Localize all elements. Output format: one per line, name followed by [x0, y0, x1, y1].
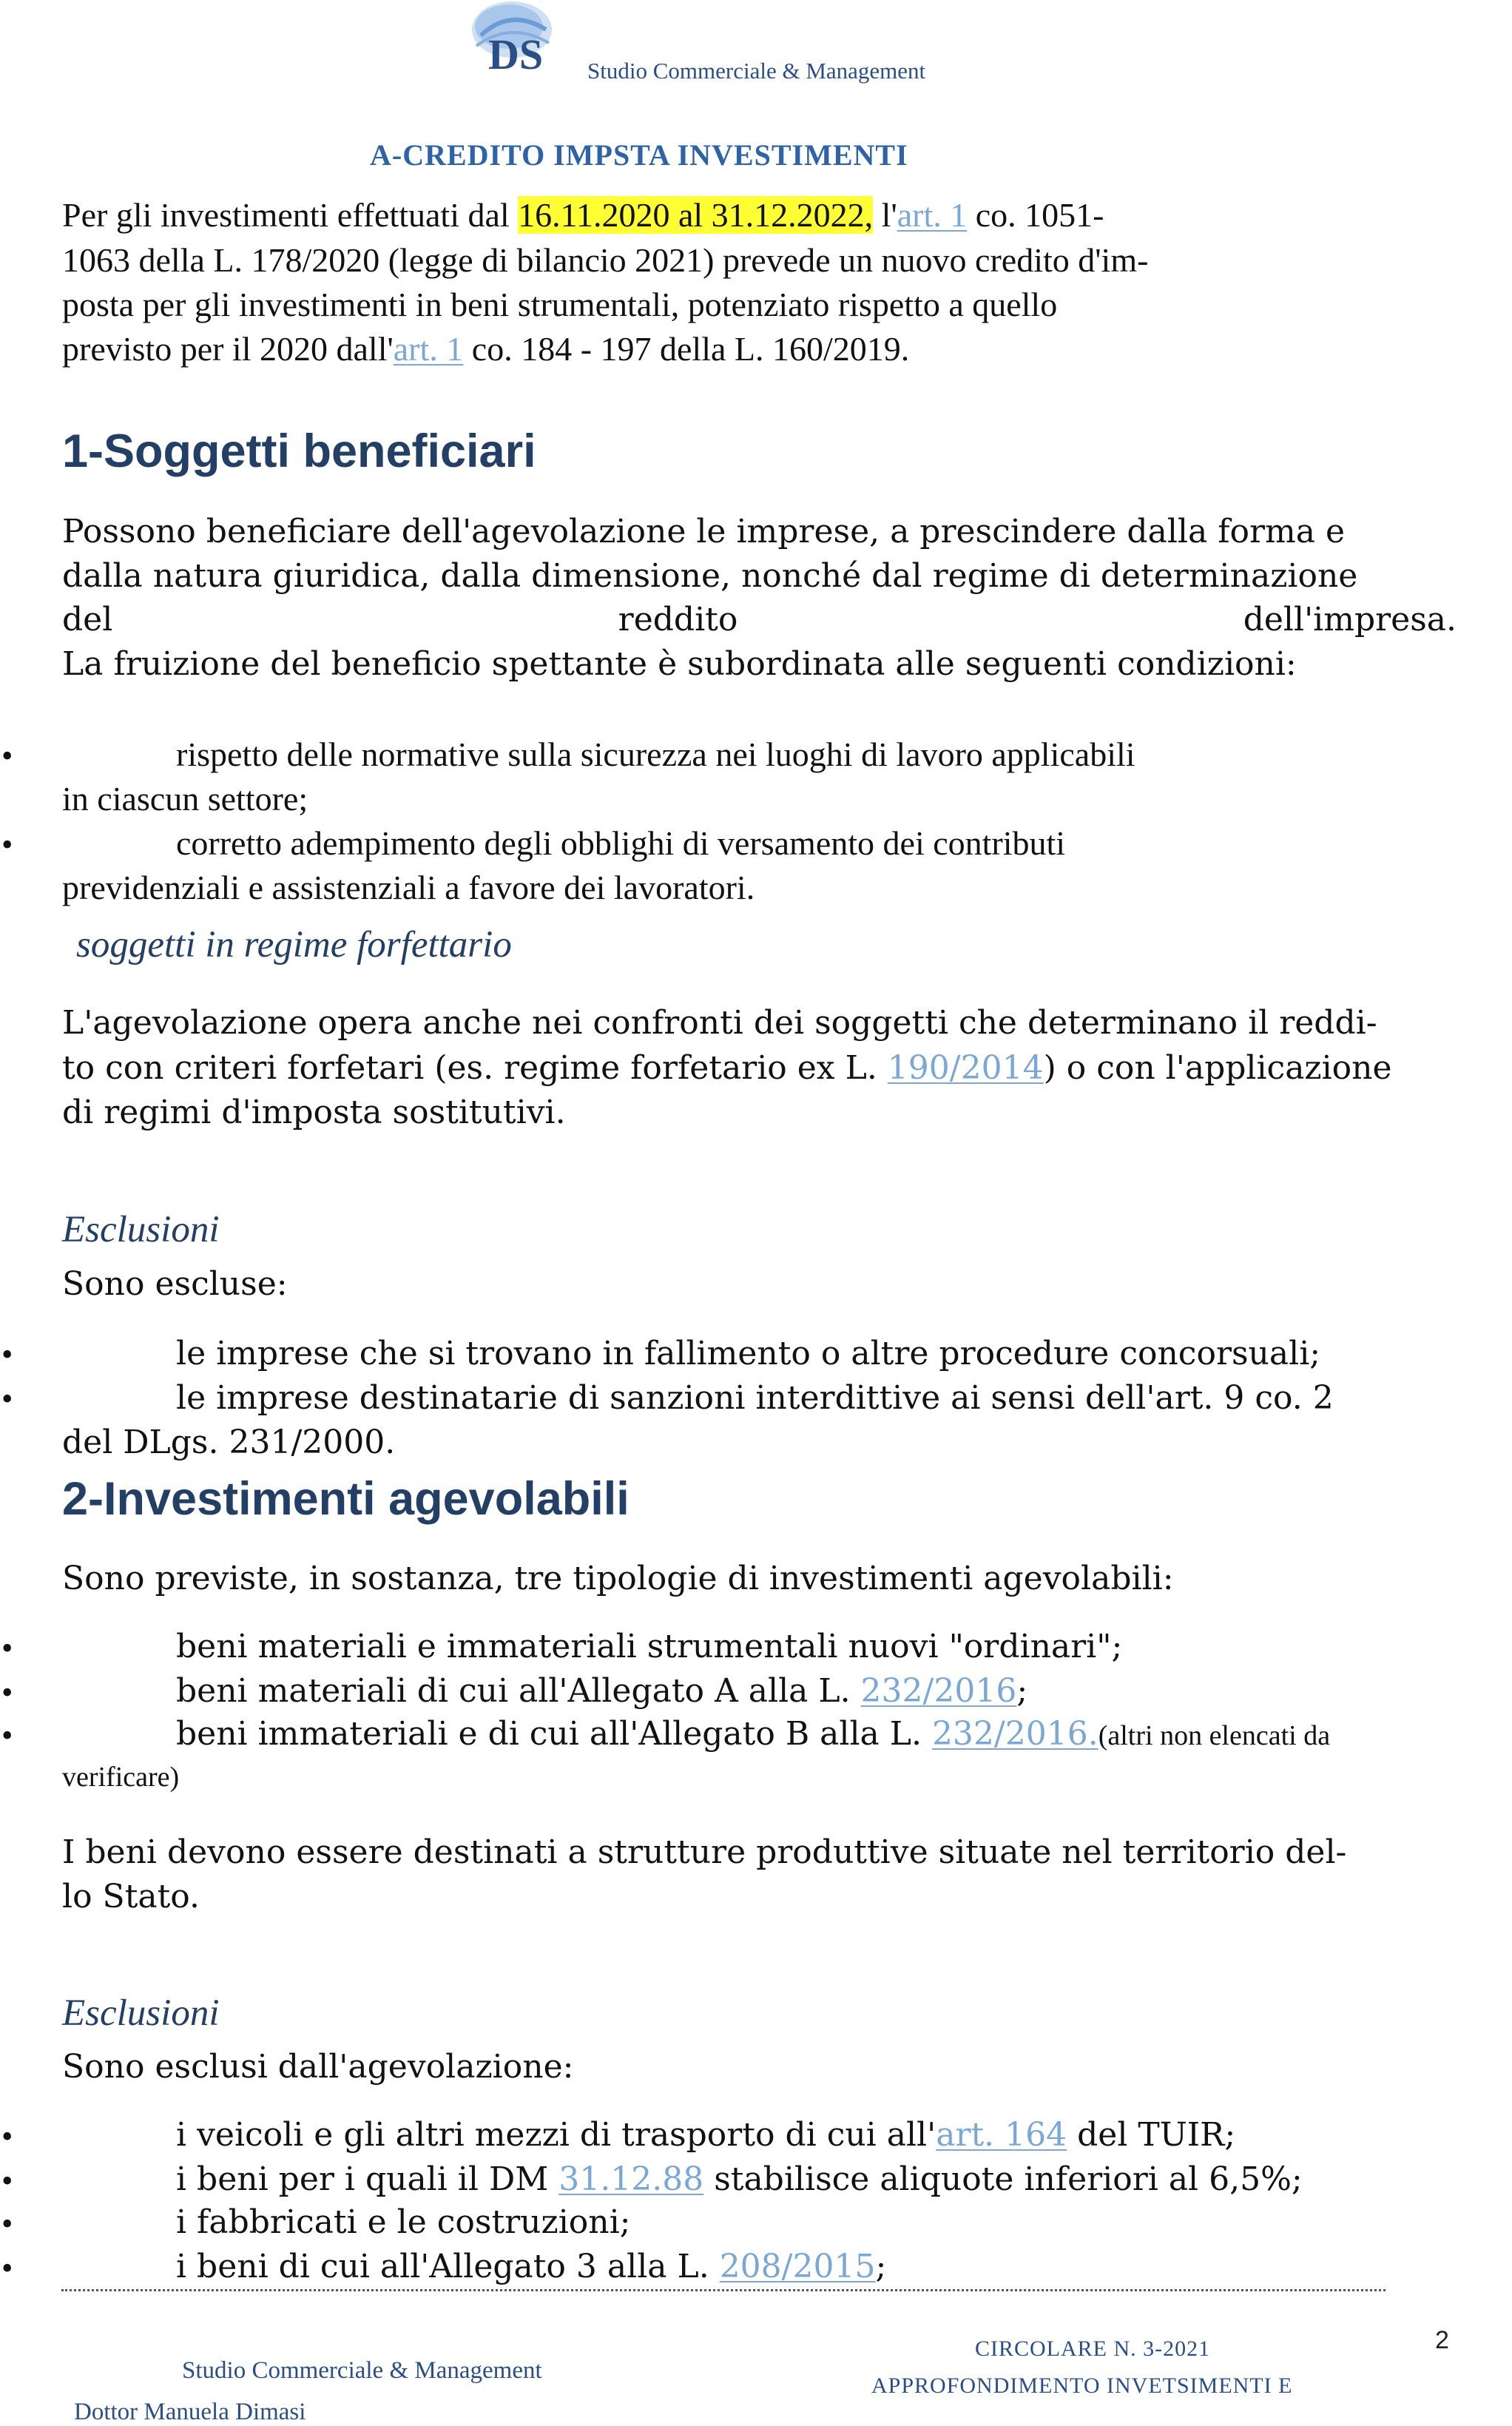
word: del — [62, 601, 113, 638]
document-title: A-CREDITO IMPSTA INVESTIMENTI — [370, 138, 908, 172]
bullet: • — [1, 2163, 13, 2199]
text: ; — [1016, 1672, 1028, 1710]
note-text-cont: verificare) — [62, 1762, 180, 1793]
justified-line — [62, 601, 1457, 638]
note-text: (altri non elencati da — [1098, 1720, 1331, 1751]
bullet: • — [1, 826, 13, 863]
text: to con criteri forfetari (es. regime forfetario ex L. — [62, 1049, 888, 1087]
intro-text: l' — [873, 196, 897, 234]
exclusion-item — [176, 2248, 886, 2285]
footer-circular: CIRCOLARE N. 3-2021 — [975, 2336, 1211, 2361]
bullet: • — [1, 1336, 13, 1372]
dm-31-12-88-link[interactable]: 31.12.88 — [558, 2160, 704, 2198]
paragraph-line: I beni devono essere destinati a strutture produttive situate nel territorio del- — [62, 1833, 1347, 1871]
text: stabilisce aliquote inferiori al 6,5%; — [703, 2160, 1303, 2198]
section-1-heading: 1-Soggetti beneficiari — [62, 425, 536, 477]
bullet: • — [1, 1630, 13, 1666]
bullet: • — [1, 1381, 13, 1417]
investment-item — [176, 1672, 1027, 1710]
exclusion-item: le imprese destinatarie di sanzioni interdittive ai sensi dell'art. 9 co. 2 — [176, 1379, 1334, 1417]
intro-text: previsto per il 2020 dall' — [62, 330, 394, 368]
word: reddito — [618, 601, 738, 638]
law-190-2014-link[interactable]: 190/2014 — [887, 1049, 1044, 1087]
paragraph-line: lo Stato. — [62, 1878, 200, 1915]
text: beni materiali di cui all'Allegato A alla L. — [176, 1672, 861, 1710]
exclusion-item — [176, 2116, 1235, 2154]
art-1-link[interactable]: art. 1 — [393, 330, 464, 368]
paragraph-line: Sono escluse: — [62, 1265, 288, 1303]
text: ; — [875, 2248, 887, 2285]
intro-text: co. 184 - 197 della L. 160/2019. — [463, 330, 910, 368]
intro-line-1 — [62, 195, 1104, 235]
paragraph-line — [62, 1049, 1392, 1087]
text: beni immateriali e di cui all'Allegato B alla L. — [176, 1715, 932, 1753]
investment-item: beni materiali e immateriali strumentali nuovi "ordinari"; — [176, 1628, 1123, 1665]
intro-line-3: posta per gli investimenti in beni strumentali, potenziato rispetto a quello — [62, 286, 1058, 323]
intro-line-4 — [62, 329, 909, 368]
text: ) o con l'applicazione — [1043, 1049, 1392, 1087]
footer-subject: APPROFONDIMENTO INVETSIMENTI E — [871, 2373, 1293, 2398]
art-1-link[interactable]: art. 1 — [897, 196, 968, 234]
intro-line-2: 1063 della L. 178/2020 (legge di bilancio 2021) prevede un nuovo credito d'im- — [62, 241, 1149, 279]
condition-2-line-1: corretto adempimento degli obblighi di versamento dei contributi — [176, 824, 1066, 862]
exclusions-heading: Esclusioni — [62, 1209, 220, 1250]
paragraph-line: Sono esclusi dall'agevolazione: — [62, 2048, 574, 2086]
date-highlight: 16.11.2020 al 31.12.2022, — [518, 196, 874, 234]
text: i veicoli e gli altri mezzi di trasporto di cui all' — [176, 2116, 936, 2154]
text: i beni di cui all'Allegato 3 alla L. — [176, 2248, 720, 2285]
bullet: • — [1, 1674, 13, 1711]
art-164-link[interactable]: art. 164 — [936, 2116, 1067, 2154]
investment-item — [176, 1715, 1330, 1753]
paragraph-line: L'agevolazione opera anche nei confronti dei soggetti che determinano il reddi- — [62, 1004, 1377, 1042]
text: i beni per i quali il DM — [176, 2160, 559, 2198]
sub-heading-forfettario: soggetti in regime forfettario — [76, 924, 512, 966]
section-2-heading: 2-Investimenti agevolabili — [62, 1473, 630, 1525]
intro-text: Per gli investimenti effettuati dal — [62, 196, 519, 234]
exclusion-item-cont: del DLgs. 231/2000. — [62, 1423, 396, 1461]
footer-divider — [61, 2289, 1386, 2291]
footer-author: Dottor Manuela Dimasi — [74, 2399, 306, 2425]
bullet: • — [1, 1717, 13, 1753]
exclusion-item — [176, 2160, 1303, 2198]
intro-text: co. 1051- — [967, 196, 1104, 234]
bullet: • — [1, 2206, 13, 2242]
brand-name: Studio Commerciale & Management — [587, 58, 926, 84]
bullet: • — [1, 738, 13, 774]
condition-1-line-1: rispetto delle normative sulla sicurezza nei luoghi di lavoro applicabili — [176, 735, 1135, 773]
law-232-2016-link[interactable]: 232/2016. — [931, 1715, 1098, 1753]
bullet: • — [1, 2250, 13, 2286]
ds-logo — [466, 0, 562, 81]
bullet: • — [1, 2118, 13, 2154]
footer-brand: Studio Commerciale & Management — [182, 2357, 542, 2384]
paragraph-line: Sono previste, in sostanza, tre tipologie di investimenti agevolabili: — [62, 1560, 1174, 1597]
law-232-2016-link[interactable]: 232/2016 — [860, 1672, 1017, 1710]
paragraph-line: di regimi d'imposta sostitutivi. — [62, 1094, 566, 1131]
text: del TUIR; — [1067, 2116, 1236, 2154]
condition-1-line-2: in ciascun settore; — [62, 780, 308, 818]
law-208-2015-link[interactable]: 208/2015 — [719, 2248, 876, 2285]
word: dell'impresa. — [1243, 601, 1457, 638]
paragraph-line: La fruizione del beneficio spettante è subordinata alle seguenti condizioni: — [62, 645, 1297, 683]
page-number: 2 — [1435, 2326, 1449, 2354]
exclusions-heading: Esclusioni — [62, 1992, 220, 2034]
exclusion-item: i fabbricati e le costruzioni; — [176, 2203, 631, 2241]
paragraph-line: Possono beneficiare dell'agevolazione le imprese, a prescindere dalla forma e — [62, 513, 1345, 550]
paragraph-line: dalla natura giuridica, dalla dimensione, nonché dal regime di determinazione — [62, 557, 1358, 595]
logo-text: DS — [488, 30, 544, 78]
exclusion-item: le imprese che si trovano in fallimento o altre procedure concorsuali; — [176, 1335, 1321, 1372]
condition-2-line-2: previdenziali e assistenziali a favore dei lavoratori. — [62, 869, 755, 906]
